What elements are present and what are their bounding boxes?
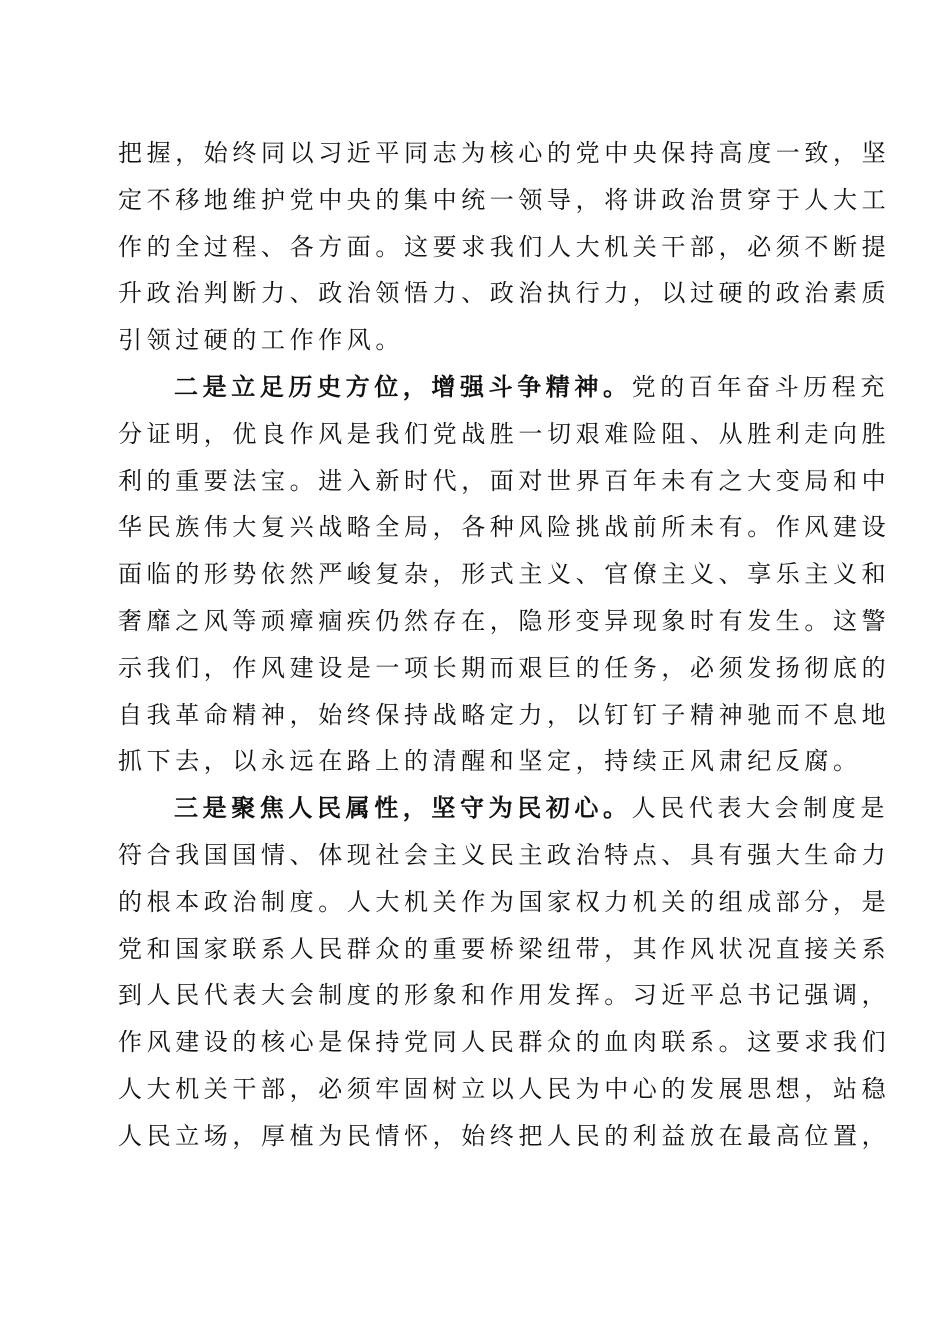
text-line: 的根本政治制度。人大机关作为国家权力机关的组成部分，是: [118, 887, 891, 916]
text-line: 符合我国国情、体现社会主义民主政治特点、具有强大生命力: [118, 840, 891, 869]
text-line: 自我革命精神，始终保持战略定力，以钉钉子精神驰而不息地: [118, 700, 891, 729]
text-line: 奢靡之风等顽瘴痼疾仍然存在，隐形变异现象时有发生。这警: [118, 606, 891, 635]
paragraph-heading: 二是立足历史方位，增强斗争精神。: [174, 372, 632, 401]
text-line: 定不移地维护党中央的集中统一领导，将讲政治贯穿于人大工: [118, 185, 891, 214]
paragraph-lead-line: 二是立足历史方位，增强斗争精神。党的百年奋斗历程充: [174, 372, 890, 401]
text-line: 人民立场，厚植为民情怀，始终把人民的利益放在最高位置，: [118, 1121, 891, 1150]
text-line: 分证明，优良作风是我们党战胜一切艰难险阻、从胜利走向胜: [118, 419, 891, 448]
text-line: 把握，始终同以习近平同志为核心的党中央保持高度一致，坚: [118, 139, 891, 167]
text-line: 华民族伟大复兴战略全局，各种风险挑战前所未有。作风建设: [118, 513, 891, 542]
text-line: 面临的形势依然严峻复杂，形式主义、官僚主义、享乐主义和: [118, 560, 891, 589]
text-line: 人大机关干部，必须牢固树立以人民为中心的发展思想，站稳: [118, 1074, 891, 1103]
document-body: [118, 130, 891, 1160]
text-line: 利的重要法宝。进入新时代，面对世界百年未有之大变局和中: [118, 466, 891, 495]
text-line: 党和国家联系人民群众的重要桥梁纽带，其作风状况直接关系: [118, 934, 891, 963]
text-line: 引领过硬的工作作风。: [118, 326, 404, 355]
text-line: 示我们，作风建设是一项长期而艰巨的任务，必须发扬彻底的: [118, 653, 891, 682]
text-line: 作的全过程、各方面。这要求我们人大机关干部，必须不断提: [118, 232, 891, 261]
text-line: 作风建设的核心是保持党同人民群众的血肉联系。这要求我们: [118, 1028, 891, 1057]
text-line: 到人民代表大会制度的形象和作用发挥。习近平总书记强调，: [118, 981, 891, 1010]
paragraph-heading: 三是聚焦人民属性，坚守为民初心。: [174, 794, 632, 823]
text-line: 升政治判断力、政治领悟力、政治执行力，以过硬的政治素质: [118, 279, 891, 308]
text-line: 抓下去，以永远在路上的清醒和坚定，持续正风肃纪反腐。: [118, 747, 862, 776]
paragraph-lead-line: 三是聚焦人民属性，坚守为民初心。人民代表大会制度是: [174, 794, 890, 823]
